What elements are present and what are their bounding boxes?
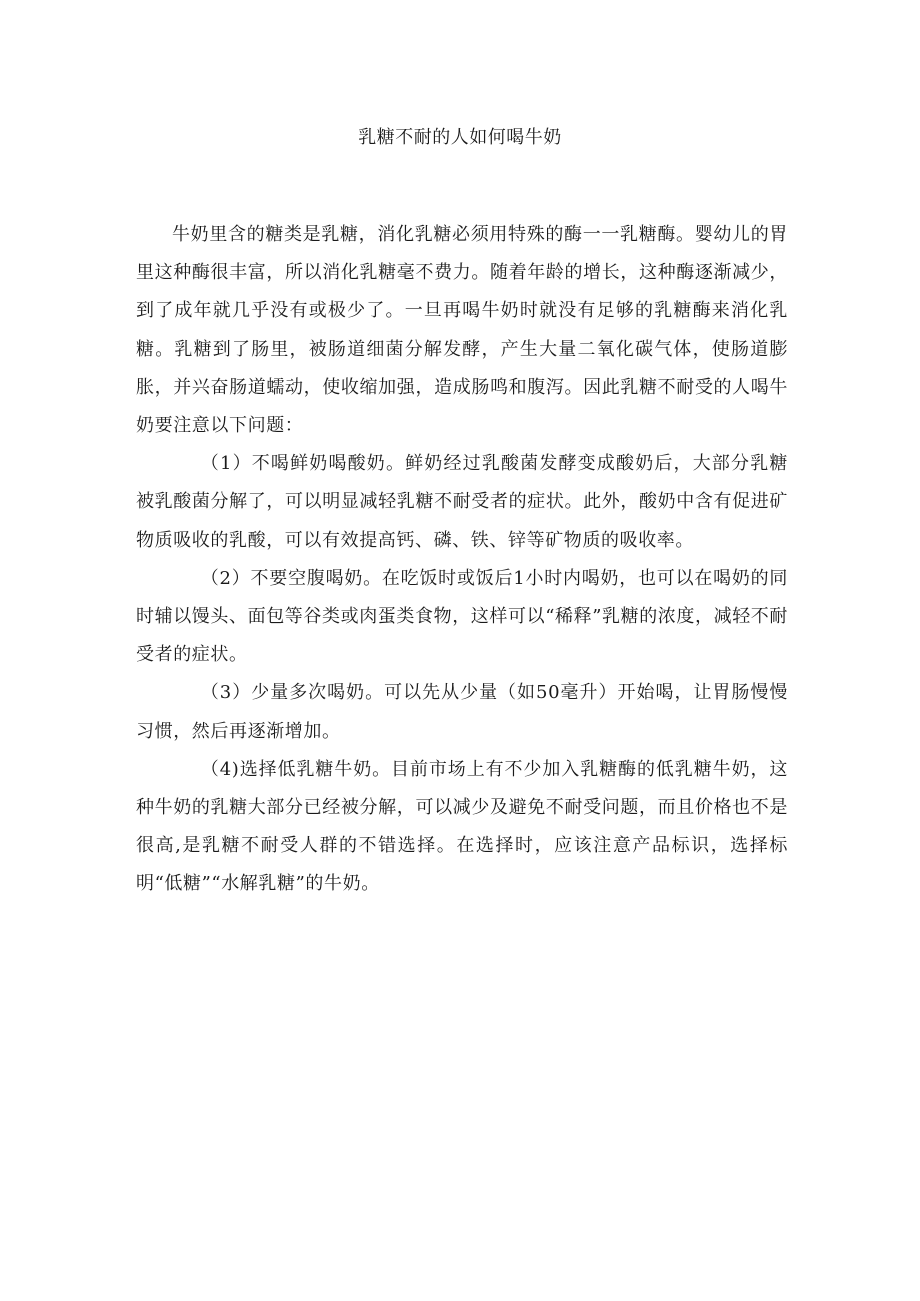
tip-paragraph-2: （2）不要空腹喝奶。在吃饭时或饭后1小时内喝奶，也可以在喝奶的同时辅以馒头、面包等谷类或肉蛋类食物，这样可以“稀释”乳糖的浓度，减轻不耐受者的症状。 xyxy=(136,567,789,666)
document-title: 乳糖不耐的人如何喝牛奶 xyxy=(358,127,562,148)
tip-paragraph-3: （3）少量多次喝奶。可以先从少量（如50毫升）开始喝，让胃肠慢慢习惯，然后再逐渐增加。 xyxy=(136,682,788,742)
tip-paragraph-4: （4)选择低乳糖牛奶。目前市场上有不少加入乳糖酶的低乳糖牛奶，这种牛奶的乳糖大部分已经被分解，可以减少及避免不耐受问题，而且价格也不是很高,是乳糖不耐受人群的不错选择。在选择时，应该注意产品标识，选择标明“低糖”“水解乳糖”的牛奶。 xyxy=(136,758,788,895)
document-body xyxy=(136,216,788,904)
intro-paragraph: 牛奶里含的糖类是乳糖，消化乳糖必须用特殊的酶一一乳糖酶。婴幼儿的胃里这种酶很丰富，所以消化乳糖毫不费力。随着年龄的增长，这种酶逐渐减少，到了成年就几乎没有或极少了。一旦再喝牛奶时就没有足够的乳糖酶来消化乳糖。乳糖到了肠里，被肠道细菌分解发酵，产生大量二氧化碳气体，使肠道膨胀，并兴奋肠道蠕动，使收缩加强，造成肠鸣和腹泻。因此乳糖不耐受的人喝牛奶要注意以下问题： xyxy=(136,224,788,437)
tip-paragraph-1: （1）不喝鲜奶喝酸奶。鲜奶经过乳酸菌发酵变成酸奶后，大部分乳糖被乳酸菌分解了，可以明显减轻乳糖不耐受者的症状。此外，酸奶中含有促进矿物质吸收的乳酸，可以有效提高钙、磷、铁、锌等矿物质的吸收率。 xyxy=(136,453,788,551)
